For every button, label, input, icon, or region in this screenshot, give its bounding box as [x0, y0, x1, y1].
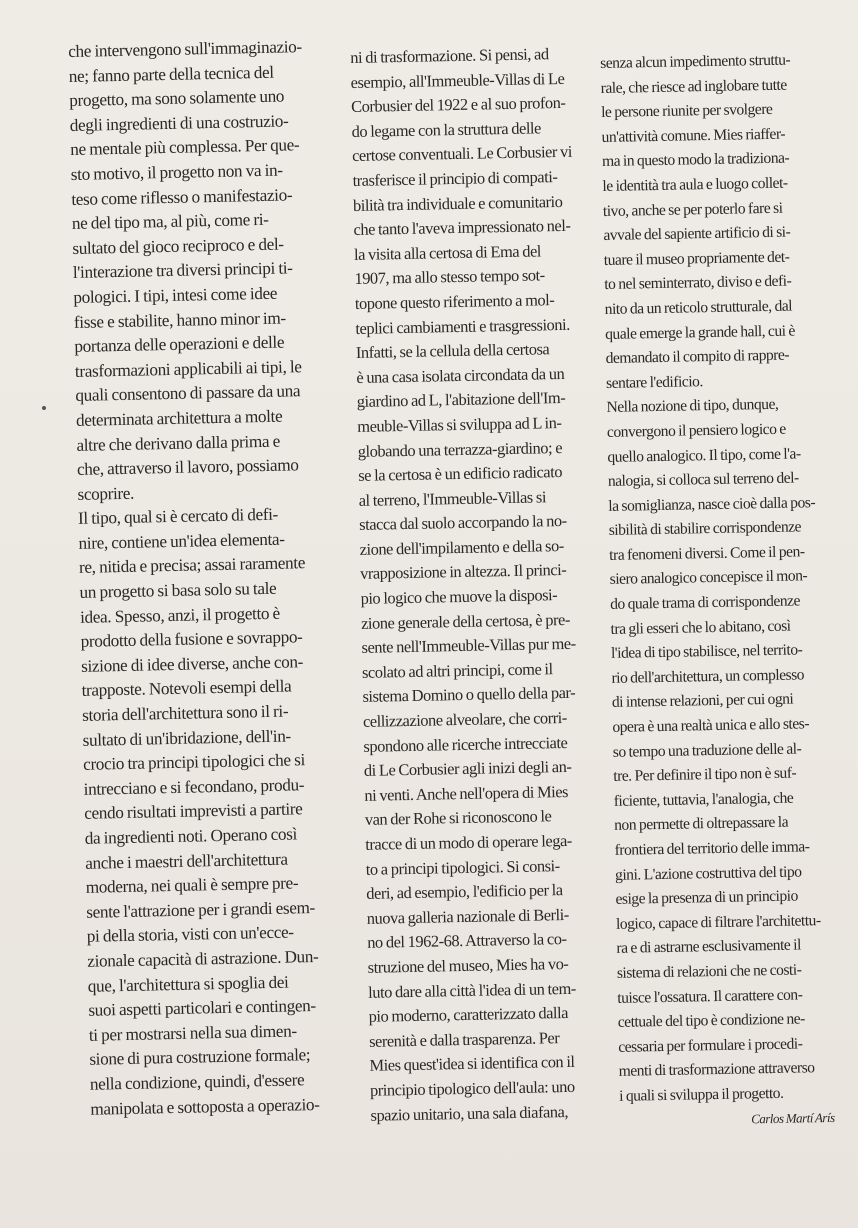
text-column-3 — [600, 48, 858, 1134]
text-line: giardino ad L, l'abitazione dell'Im- — [356, 388, 566, 412]
text-line: siero analogico concepisce il mon- — [609, 567, 808, 589]
text-line: sistema Domino o quello della par- — [362, 683, 576, 707]
text-line: bilità tra individuale e comunitario — [352, 191, 563, 215]
text-line: stacca dal suolo accorpando la no- — [359, 511, 567, 535]
text-line: trasformazioni applicabili ai tipi, le — [74, 356, 302, 381]
text-line: tuisce l'ossatura. Il carattere con- — [617, 986, 803, 1007]
text-line: scolato ad altri principi, come il — [361, 659, 553, 682]
text-line: che intervengono sull'immaginazio- — [68, 37, 303, 61]
text-line: deri, ad esempio, l'edificio per la — [366, 880, 563, 904]
text-line: spondono alle ricerche intrecciate — [363, 732, 568, 756]
text-line: zione dell'impilamento e della so- — [359, 535, 564, 559]
text-line: quello analogico. Il tipo, come l'a- — [607, 444, 801, 466]
text-line: la somiglianza, nasce cioè dalla pos- — [608, 493, 816, 515]
text-line: quali consentono di passare da una — [75, 381, 301, 406]
text-line: sizione di idee diverse, anche con- — [80, 652, 304, 676]
text-line: tracce di un modo di operare lega- — [365, 830, 572, 854]
text-line: sione di pura costruzione formale; — [89, 1045, 311, 1070]
text-line: sultato del gioco reciproco e del- — [72, 234, 284, 258]
text-line: opera è una realtà unica e allo stes- — [612, 715, 810, 736]
text-line: pio logico che muove la disposi- — [360, 585, 558, 608]
text-line: le identità tra aula e luogo collet- — [602, 174, 788, 195]
text-line: crocio tra principi tipologici che si — [82, 750, 306, 775]
text-line: un progetto si basa solo su tale — [79, 578, 277, 602]
text-line: idea. Spesso, anzi, il progetto è — [79, 603, 281, 627]
text-line: nire, contiene un'idea elementa- — [78, 529, 285, 553]
text-line: to nel seminterrato, diviso e defi- — [604, 272, 792, 294]
text-line: rale, che riesce ad inglobare tutte — [600, 76, 787, 97]
text-line: esige la presenza di un principio — [615, 887, 799, 909]
text-line: cettuale del tipo è condizione ne- — [617, 1010, 805, 1031]
text-line: avvale del sapiente artificio di si- — [603, 223, 791, 245]
text-line: quale emerge la grande hall, cui è — [605, 322, 795, 343]
text-line: sistema di relazioni che ne costi- — [616, 961, 802, 982]
text-line: le persone riunite per svolgere — [600, 101, 773, 122]
text-line: pio moderno, caratterizzato dalla — [368, 1003, 569, 1026]
text-line: sentare l'edificio. — [605, 372, 703, 392]
text-line: determinata architettura a molte — [75, 406, 283, 430]
text-line: che tanto l'aveva impressionato nel- — [353, 215, 571, 240]
text-line: degli ingredienti di una costruzio- — [69, 111, 289, 135]
margin-mark — [42, 406, 46, 410]
text-line: l'interazione tra diversi principi ti- — [72, 258, 293, 283]
text-line: manipolata e sottoposta a operazio- — [90, 1094, 320, 1119]
text-line: anche i maestri dell'architettura — [85, 849, 288, 873]
text-line: sente l'attrazione per i grandi esem- — [86, 897, 316, 922]
text-line: storia dell'architettura sono il ri- — [81, 701, 289, 725]
text-line: spazio unitario, una sala diafana, — [370, 1101, 569, 1125]
text-line: Mies quest'idea si identifica con il — [369, 1052, 575, 1076]
text-line: no del 1962-68. Attraverso la co- — [367, 929, 567, 953]
text-line: ne del tipo ma, al più, come ri- — [71, 209, 269, 234]
text-line: rio dell'architettura, un complesso — [611, 666, 805, 687]
text-line: vrapposizione in altezza. Il princi- — [359, 560, 567, 584]
text-line: cessaria per formulare i procedi- — [618, 1035, 803, 1056]
text-line: moderna, nei quali è sempre pre- — [85, 873, 299, 897]
text-line: di Le Corbusier agli inizi degli an- — [363, 757, 572, 781]
text-line: tra fenomeni diversi. Come il pen- — [609, 543, 805, 564]
text-line: menti di trasformazione attraverso — [618, 1059, 815, 1081]
text-line: un'attività comune. Mies riaffer- — [601, 125, 786, 146]
text-line: luto dare alla città l'idea di un tem- — [367, 978, 576, 1002]
text-line: sultato di un'ibridazione, dell'in- — [82, 726, 292, 750]
text-line: struzione del museo, Mies ha vo- — [367, 953, 569, 977]
text-line: ma in questo modo la tradiziona- — [601, 149, 790, 171]
text-line: do legame con la struttura delle — [351, 118, 542, 141]
text-line: progetto, ma sono solamente uno — [69, 86, 285, 111]
text-line: re, nitida e precisa; assai raramente — [78, 553, 306, 578]
author-signature: Carlos Martí Arís — [750, 1109, 835, 1126]
text-line: prodotto della fusione e sovrappo- — [80, 627, 303, 652]
text-line: se la certosa è un edificio radicato — [358, 462, 563, 486]
text-line: trasferisce il principio di compati- — [352, 167, 558, 190]
text-column-2 — [350, 41, 621, 1128]
text-line: senza alcun impedimento struttu- — [600, 51, 791, 72]
text-line: zione generale della certosa, è pre- — [360, 609, 571, 633]
text-line: ne mentale più complessa. Per que- — [70, 135, 300, 160]
text-line: teplici cambiamenti e trasgressioni. — [355, 314, 570, 338]
text-line: ti per mostrarsi nella sua dimen- — [88, 1021, 297, 1045]
text-line: sibilità di stabilire corrispondenze — [608, 518, 802, 540]
text-line: so tempo una traduzione delle al- — [612, 740, 802, 761]
text-line: ne; fanno parte della tecnica del — [68, 62, 274, 86]
text-line: Infatti, se la cellula della certosa — [355, 339, 550, 363]
text-line: 1907, ma allo stesso tempo sot- — [354, 265, 545, 289]
text-line: principio tipologico dell'aula: uno — [369, 1076, 575, 1100]
text-line: l'idea di tipo stabilisce, nel territo- — [610, 641, 803, 663]
text-line: suoi aspetti particolari e contingen- — [88, 996, 316, 1020]
text-line: portanza delle operazioni e delle — [74, 332, 285, 357]
text-line: teso come riflesso o manifestazio- — [71, 184, 293, 209]
text-line: trapposte. Notevoli esempi della — [81, 676, 292, 701]
text-line: intrecciano e si fecondano, produ- — [83, 775, 305, 799]
text-line: logico, capace di filtrare l'architettu- — [615, 911, 821, 933]
text-line: demandato il compito di rappre- — [605, 346, 790, 368]
text-line: certose conventuali. Le Corbusier vi — [351, 142, 573, 166]
text-line: que, l'architettura si spoglia dei — [87, 972, 289, 996]
text-line: ra e di astrarne esclusivamente il — [616, 936, 801, 958]
text-line: al terreno, l'Immeuble-Villas si — [358, 487, 547, 510]
text-line: pi della storia, visti con un'ecce- — [86, 922, 294, 947]
text-line: scoprire. — [77, 483, 135, 504]
text-line: la visita alla certosa di Ema del — [353, 241, 542, 264]
text-line: altre che derivano dalla prima e — [76, 431, 281, 455]
text-line: pologici. I tipi, intesi come idee — [73, 283, 278, 307]
text-line: convergono il pensiero logico e — [606, 420, 786, 441]
text-line: meuble-Villas si sviluppa ad L in- — [357, 412, 562, 436]
text-line: nito da un reticolo strutturale, dal — [604, 297, 793, 318]
text-line: topone questo riferimento a mol- — [354, 290, 555, 313]
text-line: nuova galleria nazionale di Berli- — [366, 904, 569, 928]
text-line: cellizzazione alveolare, che corri- — [362, 707, 567, 731]
text-line: frontiera del territorio delle imma- — [614, 838, 810, 859]
text-line: nella condizione, quindi, d'essere — [89, 1070, 305, 1094]
text-line: ni venti. Anche nell'opera di Mies — [364, 781, 569, 805]
text-line: do quale trama di corrispondenze — [609, 592, 801, 613]
text-column-1 — [68, 34, 373, 1122]
text-line: tre. Per definire il tipo non è suf- — [613, 764, 797, 786]
text-line: esempio, all'Immeuble-Villas di Le — [350, 68, 565, 92]
text-line: Nella nozione di tipo, dunque, — [606, 396, 779, 417]
text-line: di intense relazioni, per cui ogni — [611, 691, 794, 712]
text-line: sto motivo, il progetto non va in- — [70, 160, 283, 184]
text-line: non permette di oltrepassare la — [614, 814, 789, 835]
text-line: Il tipo, qual si è cercato di defi- — [77, 504, 279, 529]
text-line: fisse e stabilite, hanno minor im- — [73, 308, 286, 332]
text-line: tra gli esseri che lo abitano, così — [610, 617, 791, 638]
text-line: tuare il museo propriamente det- — [603, 248, 790, 269]
text-line: tivo, anche se per poterlo fare si — [602, 199, 783, 220]
text-line: che, attraverso il lavoro, possiamo — [76, 455, 299, 479]
text-line: cendo risultati imprevisti a partire — [84, 799, 303, 824]
text-line: nalogia, si colloca sul terreno del- — [607, 469, 799, 491]
text-line: sente nell'Immeuble-Villas pur me- — [361, 634, 576, 658]
text-line: è una casa isolata circondata da un — [356, 363, 565, 387]
text-line: van der Rohe si riconoscono le — [364, 806, 552, 830]
text-line: ficiente, tuttavia, l'analogia, che — [613, 789, 794, 810]
text-line: to a principi tipologici. Si consi- — [365, 855, 560, 879]
text-line: serenità e dalla trasparenza. Per — [368, 1027, 560, 1051]
text-line: zionale capacità di astrazione. Dun- — [87, 946, 319, 971]
text-line: globando una terrazza-giardino; e — [357, 437, 563, 461]
text-line: gini. L'azione costruttiva del tipo — [614, 863, 802, 884]
text-line: ni di trasformazione. Si pensi, ad — [350, 44, 549, 67]
text-line: Corbusier del 1922 e al suo profon- — [350, 93, 566, 117]
text-line: da ingredienti noti. Operano così — [84, 824, 298, 848]
text-line: i quali si sviluppa il progetto. — [618, 1084, 784, 1105]
